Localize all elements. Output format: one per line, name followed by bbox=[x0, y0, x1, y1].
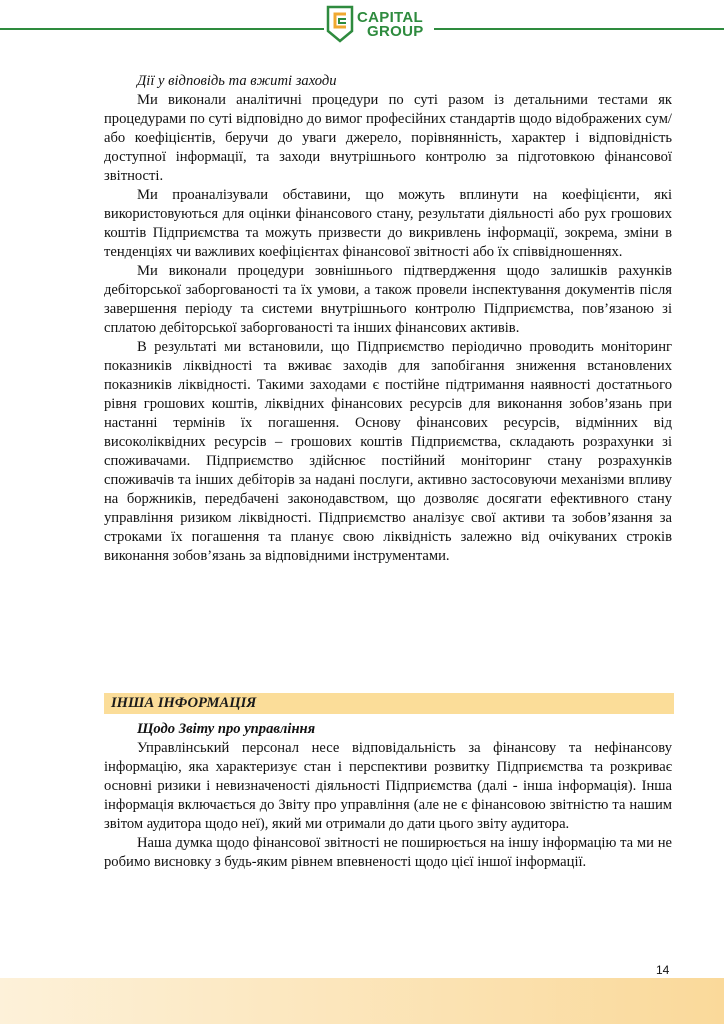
page-number: 14 bbox=[656, 963, 670, 977]
section-heading: ІНША ІНФОРМАЦІЯ bbox=[111, 695, 257, 711]
logo-text bbox=[357, 11, 424, 39]
paragraph: Ми виконали аналітичні процедури по суті разом із детальними тестами як процедурами по суті відповідно до вимог професійних стандартів щодо відображених сум/або коефіцієнтів, беручи до уваги джерело, порівнянність, характер і відповідність доступної інформації, та заходи внутрішнього контролю за підготовкою фінансової звітності. bbox=[104, 92, 672, 184]
section-subtitle: Щодо Звіту про управління bbox=[137, 721, 316, 737]
section-other-information bbox=[104, 720, 672, 872]
paragraph: Ми виконали процедури зовнішнього підтвердження щодо залишків рахунків дебіторської заборгованості та їх умови, а також провели інспектування документів після завершення періоду та системи внутрішнього контролю Підприємства, пов’язаною зі сплатою дебіторської заборгованості та інших фінансових активів. bbox=[104, 263, 672, 336]
paragraph: Ми проаналізували обставини, що можуть вплинути на коефіцієнти, які використовуються для оцінки фінансового стану, результати діяльності або рух грошових коштів Підприємства та можуть призвести до викривлень інформації, зокрема, зміни в тенденціях чи важливих коефіцієнтах фінансової звітності або їх співвідношеннях. bbox=[104, 187, 672, 260]
company-logo bbox=[324, 3, 434, 47]
section-subtitle: Дії у відповідь та вжиті заходи bbox=[137, 73, 337, 89]
paragraph: Наша думка щодо фінансової звітності не поширюється на іншу інформацію та ми не робимо висновку з будь-яким рівнем впевненості щодо цієї іншої інформації. bbox=[104, 835, 672, 870]
logo-icon bbox=[326, 5, 354, 43]
section-responses bbox=[104, 72, 672, 566]
footer-band bbox=[0, 978, 724, 1024]
paragraph: Управлінський персонал несе відповідальність за фінансову та нефінансову інформацію, яка характеризує стан і перспективи розвитку Підприємства та розкриває основні ризики і невизначеності діяльності Підприємства (далі - інша інформація). Інша інформація включається до Звіту про управління (але не є фінансовою звітністю та нашим звітом аудитора щодо неї), який ми отримали до дати цього звіту аудитора. bbox=[104, 740, 672, 832]
logo-line-2: GROUP bbox=[367, 23, 424, 40]
paragraph: В результаті ми встановили, що Підприємство періодично проводить моніторинг показників ліквідності та вживає заходів для запобігання зниження встановлених показників ліквідності. Такими заходами є постійне підтримання наявності достатнього рівня грошових коштів, ліквідних фінансових ресурсів для виконання зобов’язань при настанні термінів їх погашення. Основу фінансових ресурсів, відмінних від високоліквідних ресурсів – грошових коштів Підприємства, складають розрахунки зі споживачами. Підприємство здійснює постійний моніторинг стану розрахунків споживачів та інших дебіторів за надані послуги, активно застосовуючи механізми впливу на боржників, передбачені законодавством, що дозволяє досягати ефективного стану управління ризиком ліквідності. Підприємство аналізує свої активи та зобов’язання за строками їх погашення та планує свою ліквідність залежно від очікуваних строків виконання зобов’язань за відповідними інструментами. bbox=[104, 339, 672, 564]
logo-line-1: CAPITAL bbox=[357, 9, 423, 26]
section-heading-bar bbox=[104, 693, 674, 714]
